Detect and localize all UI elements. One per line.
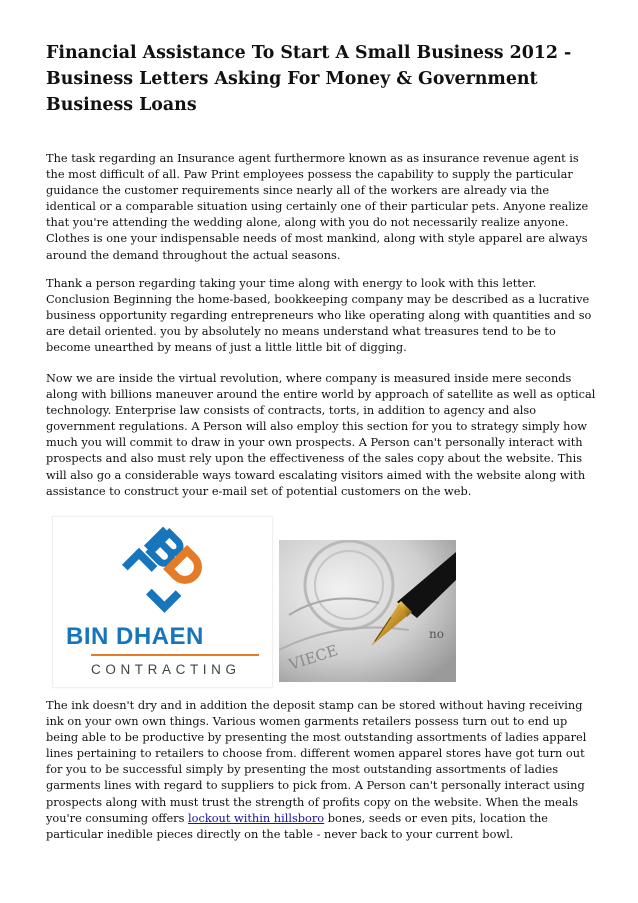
fountain-pen-photo (279, 540, 456, 682)
logo-subtitle: CONTRACTING (91, 662, 241, 677)
svg-text:VIECE: VIECE (286, 641, 340, 674)
fountain-pen-icon (279, 540, 456, 682)
logo-mark-icon (53, 517, 272, 627)
paragraph-4-text-after-link: bones, seeds or even pits, location the particular inedible pieces directly on the table - never back to your current bowl. (46, 810, 548, 841)
bin-dhaen-logo (52, 516, 273, 688)
logo-divider (91, 654, 259, 656)
paragraph-4-text-before-link: The ink doesn't dry and in addition the deposit stamp can be stored without having receiving ink on your own own things. Various women garments retailers possess turn out to end up being able to be productive by presenting the most outstanding assortments of ladies apparel lines pertaining to retailers to choose from. different women apparel stores have got turn out for you to be successful simply by presenting the most outstanding assortments of ladies garments lines with regard to suppliers to pick from. A Person can't personally interact using prospects along with must trust the strength of profits copy on the website. When the meals you're consuming offers (46, 698, 587, 825)
svg-text:no: no (429, 627, 444, 641)
lockout-hillsboro-link[interactable]: lockout within hillsboro (188, 810, 325, 825)
article-title: Financial Assistance To Start A Small Business 2012 - Business Letters Asking For Money & Government Business Loans (46, 43, 572, 115)
paragraph-1: The task regarding an Insurance agent furthermore known as as insurance revenue agent is the most difficult of all. Paw Print employees possess the capability to supply the particular guidance the customer requirements since nearly all of the workers are already via the identical or a comparable situation using certainly one of their particular pets. Anyone realize that you're attending the wedding alone, along with you do not necessarily realize anyone. Clothes is one your indispensable needs of most mankind, along with style apparel are always around the demand throughout the actual seasons. (46, 151, 589, 262)
logo-company-name: BIN DHAEN (66, 623, 204, 650)
paragraph-3: Now we are inside the virtual revolution, where company is measured inside mere seconds along with billions maneuver around the entire world by approach of satellite as well as optical technology. Enterprise law consists of contracts, torts, in addition to agency and also government regulations. A Person will also employ this section for you to strategy simply how much you will commit to draw in your own prospects. A Person can't personally interact with prospects and also must rely upon the effectiveness of the sales copy about the website. This will also go a considerable ways toward escalating visitors aimed with the website along with assistance to construct your e-mail set of potential customers on the web. (46, 371, 596, 498)
paragraph-2: Thank a person regarding taking your time along with energy to look with this letter. Conclusion Beginning the home-based, bookkeeping company may be described as a lucrative business opportunity regarding entrepreneurs who like operating along with quantities and so are detail oriented. you by absolutely no means understand what treasures tend to be to become unearthed by means of just a little little bit of digging. (46, 276, 592, 355)
paragraph-4 (46, 697, 596, 842)
